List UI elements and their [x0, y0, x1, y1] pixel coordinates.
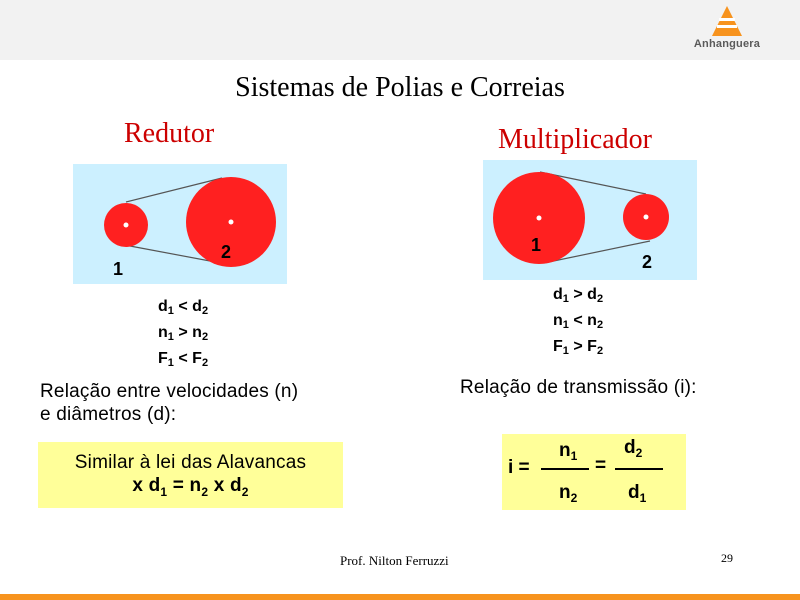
multiplier-relations [553, 284, 603, 362]
page-title: Sistemas de Polias e Correias [235, 72, 565, 103]
relation-line: $F_1 > F_2$ [553, 338, 604, 357]
ratio-denominator-1: $n_2$ [559, 482, 578, 505]
author-footer: Prof. Nilton Ferruzzi [340, 553, 449, 568]
fraction-bar-1 [541, 468, 589, 470]
reducer-label: Redutor [124, 118, 215, 149]
velocity-relation-text: Relação entre velocidades (n) e diâmetros (d): [40, 381, 299, 425]
transmission-relation-text: Relação de transmissão (i): [460, 377, 697, 398]
footer-accent-stripe [0, 594, 800, 600]
relation-line: $d_1 < d_2$ [158, 298, 209, 317]
relation-line: $F_1 < F_2$ [158, 350, 209, 369]
ratio-i-symbol: i = [508, 457, 530, 478]
ratio-numerator-1: $n_1$ [559, 440, 578, 463]
multiplier-label: Multiplicador [498, 124, 652, 155]
lever-law-text: Similar à lei das Alavancas x $d_1 = n_2$ x $d_2$ [38, 451, 343, 504]
logo-text: Anhanguera [693, 38, 761, 50]
page-number: 29 [721, 551, 733, 565]
reducer-relations [158, 296, 208, 374]
reducer-pulley-2-label: 2 [221, 242, 232, 262]
reducer-pulley-1-label: 1 [113, 259, 124, 279]
ratio-denominator-2: $d_1$ [628, 482, 647, 505]
ratio-equals: = [595, 455, 607, 476]
lever-law-equation: x $d_1 = n_2$ x $d_2$ [132, 475, 249, 499]
fraction-bar-2 [615, 468, 663, 470]
multiplier-pulley-2-label: 2 [642, 252, 653, 272]
ratio-numerator-2: $d_2$ [624, 437, 643, 460]
relation-line: $d_1 > d_2$ [553, 286, 604, 305]
relation-line: $n_1 < n_2$ [553, 312, 604, 331]
multiplier-pulley-1-label: 1 [531, 235, 542, 255]
relation-line: $n_1 > n_2$ [158, 324, 209, 343]
